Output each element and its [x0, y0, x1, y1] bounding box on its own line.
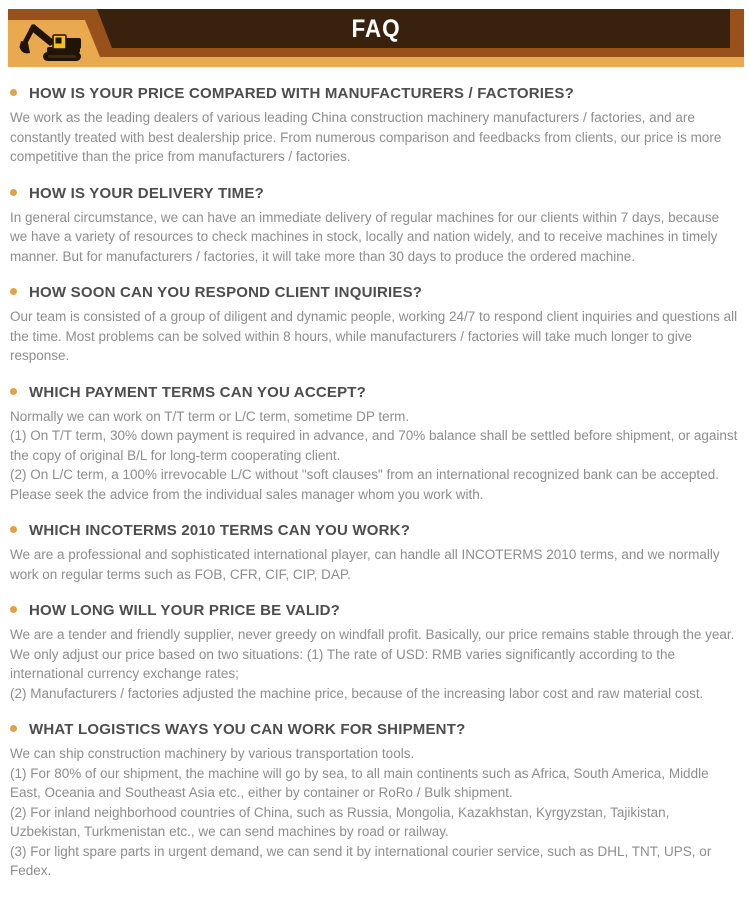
- excavator-icon: [19, 23, 81, 61]
- faq-answer-paragraph: (2) For inland neighborhood countries of China, such as Russia, Mongolia, Kazakhstan, Kyrgyzstan, Tajikistan, Uzbekistan, Turkmenistan etc., we can send machines by road or railway.: [10, 804, 670, 839]
- bullet-icon: [10, 606, 17, 613]
- faq-answer-paragraph: We are a professional and sophisticated international player, can handle all INCOTERMS 2010 terms, and we normally work on regular terms such as FOB, CFR, CIF, CIP, DAP.: [10, 547, 720, 582]
- faq-section: [10, 720, 740, 881]
- faq-question: [10, 184, 740, 204]
- faq-section: [10, 184, 740, 267]
- faq-question-text: HOW SOON CAN YOU RESPOND CLIENT INQUIRIES?: [29, 284, 423, 301]
- faq-answer-paragraph: (1) For 80% of our shipment, the machine will go by sea, to all main continents such as Africa, South America, Middle East, Oceania and Southeast Asia etc., either by container or RoRo / Bulk shipment.: [10, 765, 709, 800]
- faq-section: [10, 283, 740, 366]
- faq-section: [10, 521, 740, 584]
- faq-question: [10, 601, 740, 621]
- bullet-icon: [10, 288, 17, 295]
- faq-answer: [10, 208, 740, 267]
- bullet-icon: [10, 388, 17, 395]
- faq-question-text: WHICH INCOTERMS 2010 TERMS CAN YOU WORK?: [29, 522, 411, 539]
- faq-section: [10, 84, 740, 167]
- faq-answer-paragraph: We are a tender and friendly supplier, never greedy on windfall profit. Basically, our price remains stable through the year. We only adjust our price based on two situations: (1) The rate of USD: RMB varies significantly according to the international currency exchange rates;: [10, 627, 735, 681]
- faq-answer-paragraph: (2) Manufacturers / factories adjusted the machine price, because of the increasing labor cost and raw material cost.: [10, 685, 704, 701]
- faq-answer-paragraph: We work as the leading dealers of various leading China construction machinery manufacturers / factories, and are constantly treated with best dealership price. From numerous comparison and feedbacks from clients, our price is more competitive than the price from manufacturers / factories.: [10, 110, 722, 164]
- faq-answer-paragraph: (1) On T/T term, 30% down payment is required in advance, and 70% balance shall be settled before shipment, or against the copy of original B/L for long-term cooperating client.: [10, 428, 738, 463]
- faq-banner: [8, 9, 744, 67]
- faq-question: [10, 720, 740, 740]
- faq-answer: [10, 307, 740, 366]
- faq-answer: [10, 545, 740, 584]
- faq-answer: [10, 407, 740, 505]
- faq-question: [10, 84, 740, 104]
- faq-answer-paragraph: In general circumstance, we can have an immediate delivery of regular machines for our clients within 7 days, because we have a variety of resources to check machines in stock, locally and nation widely, and to receive machines in timely manner. But for manufacturers / factories, it will take more than 30 days to produce the ordered machine.: [10, 209, 720, 264]
- faq-question-text: WHAT LOGISTICS WAYS YOU CAN WORK FOR SHIPMENT?: [29, 721, 466, 738]
- faq-question-text: HOW IS YOUR DELIVERY TIME?: [29, 184, 264, 202]
- faq-question: [10, 521, 740, 541]
- faq-answer-paragraph: We can ship construction machinery by various transportation tools.: [10, 746, 415, 761]
- bullet-icon: [10, 526, 17, 533]
- faq-answer: [10, 108, 740, 167]
- faq-answer-paragraph: Our team is consisted of a group of diligent and dynamic people, working 24/7 to respond client inquiries and questions all the time. Most problems can be solved within 8 hours, while manufacturers / factories will take much longer to give response.: [10, 309, 738, 363]
- bullet-icon: [10, 89, 17, 96]
- page-title: FAQ: [351, 15, 401, 43]
- faq-question: [10, 383, 740, 403]
- faq-answer: [10, 625, 740, 703]
- bullet-icon: [10, 189, 17, 196]
- faq-question-text: WHICH PAYMENT TERMS CAN YOU ACCEPT?: [29, 383, 367, 401]
- faq-answer-paragraph: Normally we can work on T/T term or L/C term, sometime DP term.: [10, 408, 410, 424]
- bullet-icon: [10, 725, 17, 732]
- faq-question-text: HOW IS YOUR PRICE COMPARED WITH MANUFACTURERS / FACTORIES?: [29, 85, 574, 102]
- faq-section: [10, 601, 740, 703]
- faq-question-text: HOW LONG WILL YOUR PRICE BE VALID?: [29, 602, 340, 619]
- faq-answer: [10, 744, 740, 881]
- faq-answer-paragraph: (2) On L/C term, a 100% irrevocable L/C without "soft clauses" from an international recognized bank can be accepted. Please seek the advice from the individual sales manager whom you work with.: [10, 467, 719, 502]
- faq-answer-paragraph: (3) For light spare parts in urgent demand, we can send it by international courier service, such as DHL, TNT, UPS, or Fedex.: [10, 843, 712, 878]
- faq-section: [10, 383, 740, 505]
- faq-content: [10, 84, 740, 898]
- faq-question: [10, 283, 740, 303]
